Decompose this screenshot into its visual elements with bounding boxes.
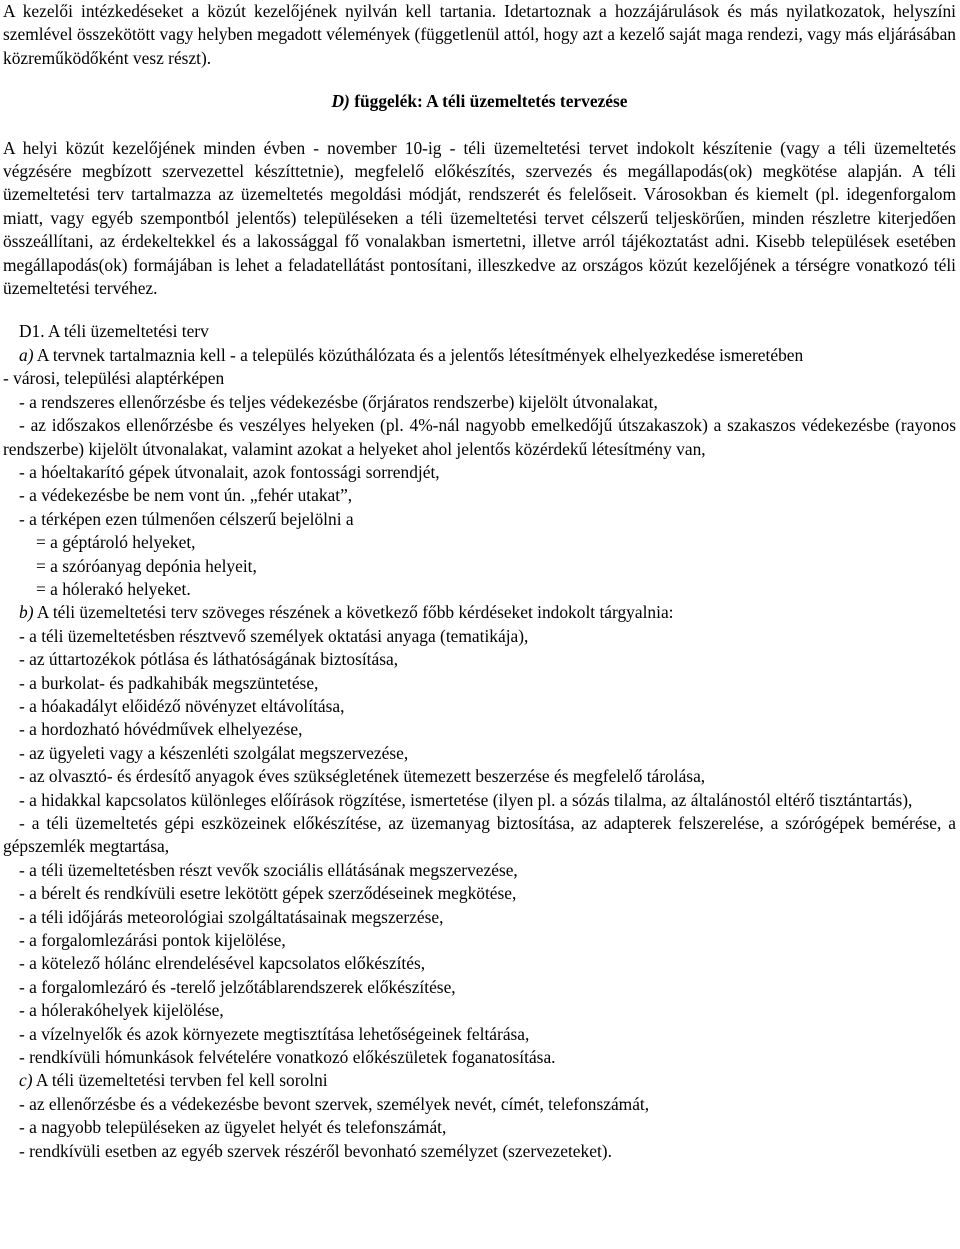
d1-a-intro bbox=[3, 344, 956, 367]
list-item: - a téli időjárás meteorológiai szolgáltatásainak megszerzése, bbox=[19, 906, 444, 927]
section-title-text: függelék: A téli üzemeltetés tervezése bbox=[354, 91, 628, 112]
list-item: - a védekezésbe be nem vont ún. „fehér utakat”, bbox=[19, 485, 353, 506]
d1-a-text: A tervnek tartalmaznia kell - a település közúthálózata és a jelentős létesítmények elhelyezkedése ismeretében bbox=[36, 344, 804, 365]
list-item: - a térképen ezen túlmenően célszerű bejelölni a bbox=[19, 508, 354, 529]
d1-b-intro bbox=[3, 601, 956, 624]
list-item: - rendkívüli hómunkások felvételére vonatkozó előkészületek foganatosítása. bbox=[19, 1047, 556, 1068]
list-item: - az olvasztó- és érdesítő anyagok éves szükségletének ütemezett beszerzése és megfelelő tárolása, bbox=[19, 766, 706, 787]
d1-c-letter: c) bbox=[19, 1070, 33, 1091]
list-item: - a hóakadályt előidéző növényzet eltávolítása, bbox=[19, 695, 345, 716]
list-item: - a kötelező hólánc elrendelésével kapcsolatos előkészítés, bbox=[19, 953, 426, 974]
list-item: - az ügyeleti vagy a készenléti szolgálat megszervezése, bbox=[19, 742, 409, 763]
list-item: - rendkívüli esetben az egyéb szervek részéről bevonható személyzet (szervezeteket). bbox=[19, 1140, 612, 1161]
d1-b-text: A téli üzemeltetési terv szöveges részének a következő főbb kérdéseket indokolt tárgyalnia: bbox=[36, 602, 674, 623]
section-title bbox=[3, 90, 956, 113]
list-item: - a bérelt és rendkívüli esetre lekötött gépek szerződéseinek megkötése, bbox=[19, 883, 517, 904]
list-item: - a hidakkal kapcsolatos különleges előírások rögzítése, ismertetése (ilyen pl. a sózás tilalma, az általánostól eltérő tisztántartás), bbox=[19, 789, 913, 810]
d1-c-intro bbox=[3, 1069, 956, 1092]
list-item: - az ellenőrzésbe és a védekezésbe bevont szervek, személyek nevét, címét, telefonszámát, bbox=[19, 1093, 650, 1114]
d1-b-letter: b) bbox=[19, 602, 34, 623]
sub-list-item: = a szóróanyag depónia helyeit, bbox=[36, 555, 257, 576]
list-item: - a burkolat- és padkahibák megszüntetése, bbox=[19, 672, 319, 693]
list-item: - az időszakos ellenőrzésbe és veszélyes helyeken (pl. 4%-nál nagyobb emelkedőjű útszakaszok) a szakaszos védekezésbe (rayonos rendszerbe) kijelölt útvonalakat, valamint azokat a helyeket ahol jelentős közérdekű létesítmény van, bbox=[3, 415, 956, 459]
list-item: - a téli üzemeltetésben részt vevők szociális ellátásának megszervezése, bbox=[19, 859, 518, 880]
list-item: - a forgalomlezáró és -terelő jelzőtáblarendszerek előkészítése, bbox=[19, 976, 456, 997]
list-item: - a téli üzemeltetés gépi eszközeinek előkészítése, az üzemanyag biztosítása, az adapterek felszerelése, a szórógépek bemérése, a gépszemlék megtartása, bbox=[3, 813, 956, 857]
section-letter: D) bbox=[331, 91, 350, 112]
list-item: - a vízelnyelők és azok környezete megtisztítása lehetőségeinek feltárása, bbox=[19, 1023, 530, 1044]
d1-a-letter: a) bbox=[19, 344, 34, 365]
d1-c-text: A téli üzemeltetési tervben fel kell sorolni bbox=[35, 1070, 328, 1091]
main-paragraph: A helyi közút kezelőjének minden évben - november 10-ig - téli üzemeltetési tervet indokolt készítenie (vagy a téli üzemeltetés végzésére megbízott szervezettel készíttetnie), megfelelő előkészítés, szervezés és megállapodás(ok) megkötése alapján. A téli üzemeltetési terv tartalmazza az üzemeltetés megoldási módját, rendszerét és felelőseit. Városokban és kiemelt (pl. idegenforgalom miatt, vagy egyéb szempontból jelentős) településeken a téli üzemeltetési tervet célszerű teljeskörűen, minden részletre kiterjedően összeállítani, az érdekeltekkel és a lakossággal fő vonalakban ismertetni, illetve arról tájékoztatást adni. Kisebb települések esetében megállapodás(ok) formájában is lehet a feladatellátást pontosítani, illeszkedve az országos közút kezelőjének a térségre vonatkozó téli üzemeltetési tervéhez. bbox=[3, 137, 956, 299]
sub-list-item: = a géptároló helyeket, bbox=[36, 532, 196, 553]
list-item: - a hordozható hóvédművek elhelyezése, bbox=[19, 719, 303, 740]
list-item: - a nagyobb településeken az ügyelet helyét és telefonszámát, bbox=[19, 1117, 447, 1138]
list-item: - a forgalomlezárási pontok kijelölése, bbox=[19, 930, 286, 951]
sub-list-item: = a hólerakó helyeket. bbox=[36, 578, 191, 599]
list-item: - a hólerakóhelyek kijelölése, bbox=[19, 1000, 224, 1021]
list-item: - a rendszeres ellenőrzésbe és teljes védekezésbe (őrjáratos rendszerbe) kijelölt útvonalakat, bbox=[19, 391, 658, 412]
list-item: - az úttartozékok pótlása és láthatóságának biztosítása, bbox=[19, 649, 399, 670]
d1-heading: D1. A téli üzemeltetési terv bbox=[19, 321, 209, 342]
intro-paragraph: A kezelői intézkedéseket a közút kezelőjének nyilván kell tartania. Idetartoznak a hozzájárulások és más nyilatkozatok, helyszíni szemlével összekötött vagy helyben megadott vélemények (függetlenül attól, hogy azt a kezelő saját maga rendezi, vagy más eljárásában közreműködőként vesz részt). bbox=[3, 1, 956, 68]
list-item: - a hóeltakarító gépek útvonalait, azok fontossági sorrendjét, bbox=[19, 461, 440, 482]
d1-a-cont: - városi, települési alaptérképen bbox=[3, 368, 225, 389]
list-item: - a téli üzemeltetésben résztvevő személyek oktatási anyaga (tematikája), bbox=[19, 625, 529, 646]
